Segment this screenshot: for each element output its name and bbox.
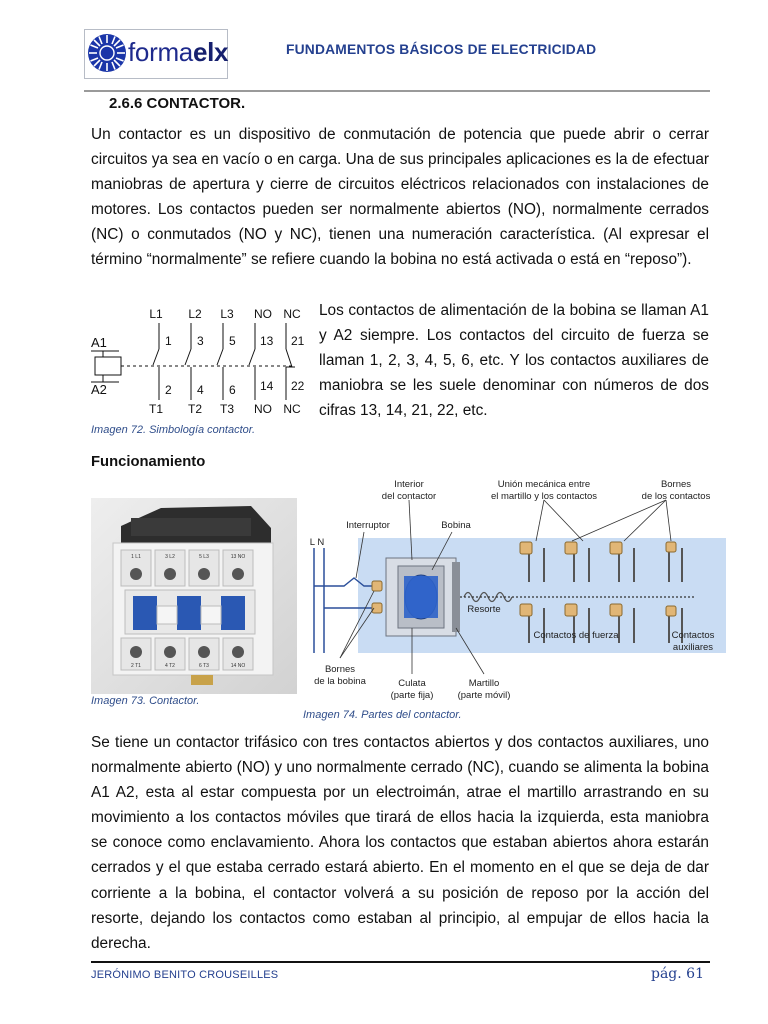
subheading-funcionamiento: Funcionamiento xyxy=(91,454,206,470)
symbol-bottom-label: NO xyxy=(254,402,272,416)
label-contactos-auxiliares: Contactos xyxy=(671,630,715,641)
header-divider xyxy=(84,90,710,92)
intro-paragraph: Un contactor es un dispositivo de conmutación de potencia que puede abrir o cerrar circuitos ya sea en vacío o en carga. Una de sus principales aplicaciones es la de efectuar maniobras de apertura y cierre de circuitos eléctricos relacionados con instalaciones de motores. Los contactos pueden ser normalmente abiertos (NO), normalmente cerrados (NC) o conmutados (NO y NC), tienen una numeración característica. (Al expresar el término “normalmente” se refiere cuando la bobina no está activada o está en “reposo”). xyxy=(91,126,709,269)
terminal-label: 5 L3 xyxy=(199,554,209,560)
label-union: Unión mecánica entre xyxy=(497,479,591,490)
label-martillo: (parte móvil) xyxy=(457,690,511,701)
label-bornes-contactos: Bornes xyxy=(660,479,692,490)
label-ln: L N xyxy=(309,537,325,548)
contactor-parts-diagram xyxy=(304,478,728,706)
coil-label-a1: A1 xyxy=(91,335,107,350)
logo xyxy=(84,29,228,79)
label-union: el martillo y los contactos xyxy=(490,491,598,502)
label-culata: (parte fija) xyxy=(390,690,434,701)
symbol-number: 13 xyxy=(260,334,274,348)
caption-image-73: Imagen 73. Contactor. xyxy=(91,695,200,707)
symbol-top-label: NC xyxy=(283,307,301,321)
label-contactos-fuerza: Contactos de fuerza xyxy=(533,630,619,641)
logo-gear-icon xyxy=(86,32,128,74)
symbol-number: 3 xyxy=(197,334,204,348)
symbol-top-label: L2 xyxy=(188,307,202,321)
symbol-top-label: L1 xyxy=(149,307,163,321)
label-resorte: Resorte xyxy=(467,604,501,615)
symbol-number: 5 xyxy=(229,334,236,348)
contacts-paragraph: Los contactos de alimentación de la bobina se llaman A1 y A2 siempre. Los contactos del circuito de fuerza se llaman 1, 2, 3, 4, 5, 6, etc. Y los contactos auxiliares de maniobra se les suele denominar con números de dos cifras 13, 14, 21, 22, etc. xyxy=(319,302,709,420)
label-martillo: Martillo xyxy=(468,678,500,689)
symbol-bottom-label: T1 xyxy=(148,402,164,416)
coil-label-a2: A2 xyxy=(91,382,107,397)
caption-image-72: Imagen 72. Simbología contactor. xyxy=(91,424,256,436)
footer-divider xyxy=(91,961,710,963)
terminal-label: 4 T2 xyxy=(165,663,175,669)
symbol-number: 22 xyxy=(291,379,305,393)
label-interruptor: Interruptor xyxy=(346,520,390,531)
terminal-label: 2 T1 xyxy=(131,663,141,669)
label-bornes-bobina: de la bobina xyxy=(314,676,366,687)
section-heading: 2.6.6 CONTACTOR. xyxy=(109,95,246,112)
label-contactos-auxiliares: auxiliares xyxy=(672,642,714,653)
header-title: FUNDAMENTOS BÁSICOS DE ELECTRICIDAD xyxy=(286,42,597,57)
symbol-number: 6 xyxy=(229,383,236,397)
symbol-number: 21 xyxy=(291,334,305,348)
terminal-label: 14 NO xyxy=(230,663,246,669)
label-bobina: Bobina xyxy=(441,520,471,531)
contactor-photo xyxy=(91,498,297,694)
label-interior: Interior xyxy=(394,479,424,490)
symbol-bottom-label: NC xyxy=(283,402,301,416)
caption-image-74: Imagen 74. Partes del contactor. xyxy=(303,709,462,721)
label-culata: Culata xyxy=(398,678,426,689)
operation-paragraph: Se tiene un contactor trifásico con tres contactos abiertos y dos contactos auxiliares, uno normalmente abierto (NO) y uno normalmente cerrado (NC), cuando se alimenta la bobina A1 A2, esta al estar compuesta por un electroimán, atrae el martillo arrastrando en su movimiento a los contactos móviles que tirará de ellos hacia la izquierda, esta maniobra se conoce como enclavamiento. Ahora los contactos que estaban abiertos ahora estarán cerrados y el que estaba cerrado estará abierto. En el momento en el que se deja de dar corriente a la bobina, el contactor volverá a su posición de reposo por la acción del resorte, dejando los contactos como estaban al principio, al empujar de ellos hacia la derecha. xyxy=(91,734,709,952)
logo-text: formaelx xyxy=(128,37,229,67)
page-number: pág. 61 xyxy=(651,966,704,982)
symbol-bottom-label: T3 xyxy=(219,402,235,416)
symbol-number: 4 xyxy=(197,383,204,397)
symbol-number: 14 xyxy=(260,379,274,393)
symbol-top-label: NO xyxy=(254,307,272,321)
symbol-number: 1 xyxy=(165,334,172,348)
symbol-top-label: L3 xyxy=(220,307,234,321)
label-bornes-bobina: Bornes xyxy=(324,664,356,675)
label-bornes-contactos: de los contactos xyxy=(641,491,711,502)
footer-author: JERÓNIMO BENITO CROUSEILLES xyxy=(91,969,279,981)
terminal-label: 3 L2 xyxy=(165,554,175,560)
contactor-symbol-diagram xyxy=(89,303,313,419)
symbol-bottom-label: T2 xyxy=(187,402,203,416)
terminal-label: 1 L1 xyxy=(131,554,141,560)
symbol-number: 2 xyxy=(165,383,172,397)
terminal-label: 6 T3 xyxy=(199,663,209,669)
label-interior: del contactor xyxy=(381,491,437,502)
terminal-label: 13 NO xyxy=(230,554,246,560)
